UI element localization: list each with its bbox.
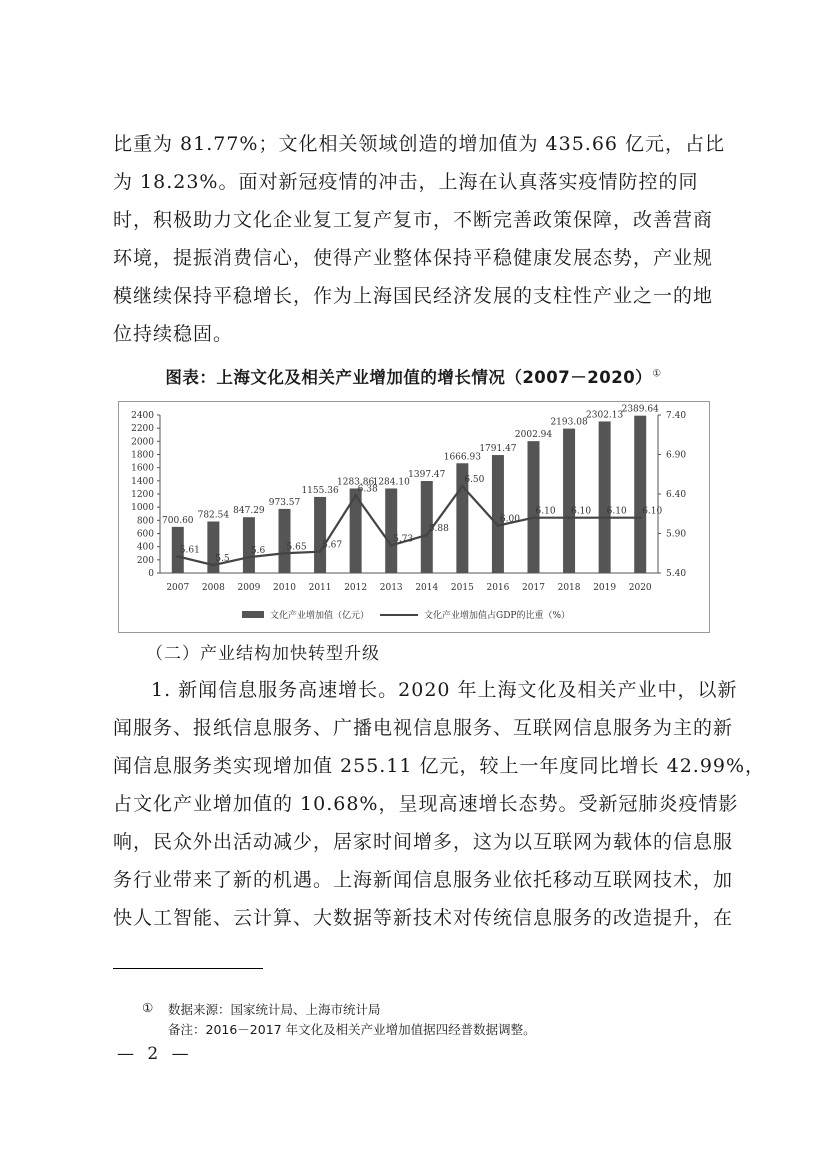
x-axis-category-label: 2017: [522, 583, 545, 593]
bar-value-label: 2389.64: [621, 404, 659, 415]
paragraph-line: 闻信息服务类实现增加值 255.11 亿元，较上一年度同比增长 42.99%，: [113, 755, 766, 777]
ratio-value-label: 5.65: [286, 542, 307, 553]
bar-value-label: 847.29: [233, 506, 265, 517]
ratio-value-label: 6.10: [606, 506, 627, 517]
footnote-source: 数据来源：国家统计局、上海市统计局: [168, 1002, 381, 1017]
x-axis-category-label: 2015: [450, 583, 474, 593]
x-axis-category-label: 2009: [237, 583, 261, 593]
ratio-value-label: 6.50: [464, 475, 485, 486]
bar-value-label: 973.57: [268, 497, 301, 508]
left-axis-tick-label: 2400: [131, 411, 154, 421]
paragraph-line: 务行业带来了新的机遇。上海新闻信息服务业依托移动互联网技术，加: [113, 869, 734, 891]
footnote-divider: [113, 968, 263, 969]
right-axis-tick-label: 5.90: [666, 529, 687, 540]
paragraph-line: 响，民众外出活动减少，居家时间增多，这为以互联网为载体的信息服: [113, 831, 734, 853]
x-axis-category-label: 2007: [166, 583, 190, 593]
left-axis-tick-label: 400: [136, 542, 154, 553]
ratio-value-label: 6.10: [535, 506, 556, 517]
left-axis-tick-label: 0: [148, 569, 154, 579]
left-axis-tick-label: 1400: [131, 476, 154, 487]
ratio-value-label: 6.10: [642, 506, 663, 517]
bar-value-label: 700.60: [162, 515, 194, 526]
right-axis-tick-label: 6.90: [666, 450, 687, 461]
right-axis-tick-label: 7.40: [666, 411, 687, 421]
ratio-value-label: 5.73: [393, 534, 414, 545]
left-axis-tick-label: 800: [136, 516, 154, 527]
x-axis-category-label: 2018: [557, 583, 581, 593]
x-axis-category-label: 2010: [273, 583, 296, 593]
bar: [634, 416, 646, 573]
x-axis-category-label: 2020: [628, 583, 652, 593]
ratio-value-label: 5.88: [428, 524, 449, 535]
left-axis-tick-label: 1800: [131, 450, 154, 461]
bar: [243, 517, 255, 573]
bar-value-label: 1397.47: [408, 469, 446, 480]
paragraph-line: 快人工智能、云计算、大数据等新技术对传统信息服务的改造提升，在: [113, 907, 734, 929]
paragraph-line: 闻服务、报纸信息服务、广播电视信息服务、互联网信息服务为主的新: [113, 717, 734, 739]
bar-value-label: 782.54: [197, 510, 230, 521]
legend-bar-label: 文化产业增加值（亿元）: [270, 611, 370, 621]
left-axis-tick-label: 600: [136, 529, 154, 540]
bar-value-label: 2002.94: [514, 430, 553, 441]
left-axis-tick-label: 1000: [131, 503, 154, 514]
paragraph-line: 比重为 81.77%；文化相关领域创造的增加值为 435.66 亿元，占比: [113, 133, 726, 155]
legend-bar-swatch: [242, 611, 264, 618]
bar-value-label: 1155.36: [301, 485, 339, 496]
figure-title: [0, 364, 827, 388]
bar: [385, 488, 397, 573]
left-axis-tick-label: 200: [136, 555, 154, 566]
footnote-mark: ①: [142, 1000, 154, 1015]
bar: [599, 421, 611, 573]
bar-value-label: 1284.10: [372, 477, 410, 488]
bar-value-label: 2193.08: [550, 417, 588, 428]
bar: [314, 497, 326, 573]
x-axis-category-label: 2008: [201, 583, 225, 593]
paragraph-line: 时，积极助力文化企业复工复产复市，不断完善政策保障，改善营商: [113, 209, 714, 231]
section-heading: （二）产业结构加快转型升级: [146, 644, 380, 664]
footnote-reference: ①: [652, 368, 662, 380]
ratio-value-label: 5.5: [215, 554, 230, 565]
ratio-value-label: 6.00: [499, 514, 520, 525]
legend-line-label: 文化产业增加值占GDP的比重（%）: [424, 611, 571, 621]
left-axis-tick-label: 1200: [131, 490, 154, 500]
ratio-value-label: 5.6: [250, 546, 266, 557]
figure-title-text: 图表：上海文化及相关产业增加值的增长情况（2007－2020）: [165, 368, 653, 387]
paragraph-line: 1. 新闻信息服务高速增长。2020 年上海文化及相关产业中，以新: [151, 679, 738, 701]
paragraph-line: 占文化产业增加值的 10.68%，呈现高速增长态势。受新冠肺炎疫情影: [113, 793, 739, 815]
x-axis-category-label: 2016: [486, 583, 510, 593]
bar: [563, 429, 575, 573]
ratio-value-label: 5.61: [179, 545, 200, 556]
growth-chart: [118, 401, 710, 633]
page-number: — 2 —: [117, 1044, 193, 1064]
x-axis-category-label: 2014: [415, 583, 439, 593]
x-axis-category-label: 2019: [593, 583, 617, 593]
paragraph-line: 环境，提振消费信心，使得产业整体保持平稳健康发展态势，产业规: [113, 247, 714, 269]
bar-value-label: 2302.13: [586, 410, 624, 421]
left-axis-tick-label: 2200: [131, 424, 154, 435]
bar: [279, 509, 291, 573]
paragraph-line: 位持续稳固。: [113, 323, 234, 345]
left-axis-tick-label: 2000: [131, 437, 154, 448]
paragraph-line: 模继续保持平稳增长，作为上海国民经济发展的支柱性产业之一的地: [113, 285, 714, 307]
right-axis-tick-label: 5.40: [666, 569, 687, 579]
footnote-note: 备注：2016－2017 年文化及相关产业增加值据四经普数据调整。: [168, 1022, 536, 1037]
bar-value-label: 1283.86: [337, 477, 375, 488]
paragraph-line: 为 18.23%。面对新冠疫情的冲击，上海在认真落实疫情防控的同: [113, 171, 699, 193]
right-axis-tick-label: 6.40: [666, 490, 687, 500]
x-axis-category-label: 2012: [344, 583, 368, 593]
x-axis-category-label: 2011: [308, 583, 332, 593]
bar-value-label: 1666.93: [443, 452, 481, 463]
x-axis-category-label: 2013: [379, 583, 403, 593]
left-axis-tick-label: 1600: [131, 463, 154, 474]
bar-value-label: 1791.47: [479, 444, 517, 455]
ratio-value-label: 6.10: [571, 506, 592, 517]
ratio-value-label: 5.67: [322, 540, 343, 551]
ratio-value-label: 6.38: [357, 484, 378, 495]
